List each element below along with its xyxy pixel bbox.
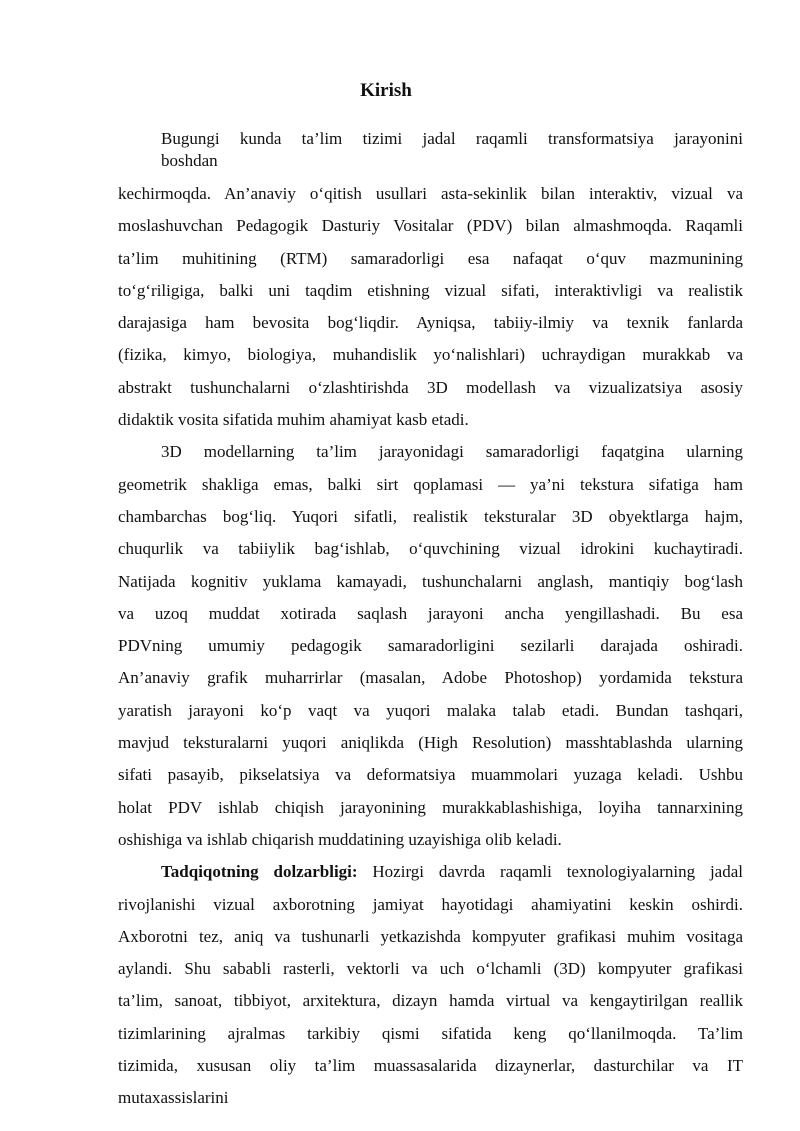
text-line: aylandi. Shu sababli rasterli, vektorli va uch o‘lchamli (3D) kompyuter grafikasi	[118, 959, 743, 979]
text-line: (fizika, kimyo, biologiya, muhandislik yo‘nalishlari) uchraydigan murakkab va	[118, 345, 743, 365]
text-line	[118, 856, 743, 888]
text-line: Natijada kognitiv yuklama kamayadi, tushunchalarni anglash, mantiqiy bog‘lash	[118, 571, 743, 591]
text-line: An’anaviy grafik muharrirlar (masalan, Adobe Photoshop) yordamida tekstura	[118, 668, 743, 688]
text-line: tizimlarining ajralmas tarkibiy qismi sifatida keng qo‘llanilmoqda. Ta’lim	[118, 1023, 743, 1043]
relevance-label: Tadqiqotning dolzarbligi:	[161, 862, 358, 882]
text-line: abstrakt tushunchalarni o‘zlashtirishda 3D modellash va vizualizatsiya asosiy	[118, 377, 743, 397]
text-line: ta’lim, sanoat, tibbiyot, arxitektura, dizayn hamda virtual va kengaytirilgan reallik	[118, 991, 743, 1011]
text-line: Bugungi kunda ta’lim tizimi jadal raqamli transformatsiya jarayonini	[161, 129, 743, 148]
text-line: 3D modellarning ta’lim jarayonidagi samaradorligi faqatgina ularning	[161, 442, 743, 462]
text-line: yaratish jarayoni ko‘p vaqt va yuqori malaka talab etadi. Bundan tashqari,	[118, 700, 743, 720]
text-line: rivojlanishi vizual axborotning jamiyat hayotidagi ahamiyatini keskin oshirdi.	[118, 894, 743, 914]
text-line: va uzoq muddat xotirada saqlash jarayoni ancha yengillashadi. Bu esa	[118, 603, 743, 623]
text-line: to‘g‘riligiga, balki uni taqdim etishning vizual sifati, interaktivligi va realistik	[118, 280, 743, 300]
text-run: Hozirgi davrda raqamli texnologiyalarning jadal	[357, 862, 744, 882]
text-line: kechirmoqda. An’anaviy o‘qitish usullari asta-sekinlik bilan interaktiv, vizual va	[118, 184, 743, 203]
intro-lead	[161, 128, 743, 172]
text-line: oshishiga va ishlab chiqarish muddatining uzayishiga olib keladi.	[118, 829, 562, 849]
text-line: mavjud teksturalarni yuqori aniqlikda (High Resolution) masshtablashda ularning	[118, 733, 743, 753]
section-heading: Kirish	[360, 80, 412, 101]
paragraph-introduction	[118, 178, 743, 1115]
text-line: holat PDV ishlab chiqish jarayonining murakkablashishiga, loyiha tannarxining	[118, 797, 743, 817]
text-line: geometrik shakliga emas, balki sirt qoplamasi — ya’ni tekstura sifatiga ham	[118, 474, 743, 494]
text-line: moslashuvchan Pedagogik Dasturiy Vositalar (PDV) bilan almashmoqda. Raqamli	[118, 216, 743, 236]
text-line: chambarchas bog‘liq. Yuqori sifatli, realistik teksturalar 3D obyektlarga hajm,	[118, 506, 743, 526]
text-line: didaktik vosita sifatida muhim ahamiyat kasb etadi.	[118, 410, 469, 430]
text-line: PDVning umumiy pedagogik samaradorligini sezilarli darajada oshiradi.	[118, 636, 743, 656]
text-line: tizimida, xususan oliy ta’lim muassasalarida dizaynerlar, dasturchilar va IT	[118, 1056, 743, 1076]
text-line: darajasiga ham bevosita bog‘liqdir. Ayniqsa, tabiiy-ilmiy va texnik fanlarda	[118, 313, 743, 333]
text-line: chuqurlik va tabiiylik bag‘ishlab, o‘quvchining vizual idrokini kuchaytiradi.	[118, 539, 743, 559]
text-line: boshdan	[161, 151, 218, 170]
text-line: mutaxassislarini	[118, 1088, 229, 1108]
text-line: ta’lim muhitining (RTM) samaradorligi esa nafaqat o‘quv mazmunining	[118, 248, 743, 268]
text-line: Axborotni tez, aniq va tushunarli yetkazishda kompyuter grafikasi muhim vositaga	[118, 926, 743, 946]
text-line: sifati pasayib, pikselatsiya va deformatsiya muammolari yuzaga keladi. Ushbu	[118, 765, 743, 785]
